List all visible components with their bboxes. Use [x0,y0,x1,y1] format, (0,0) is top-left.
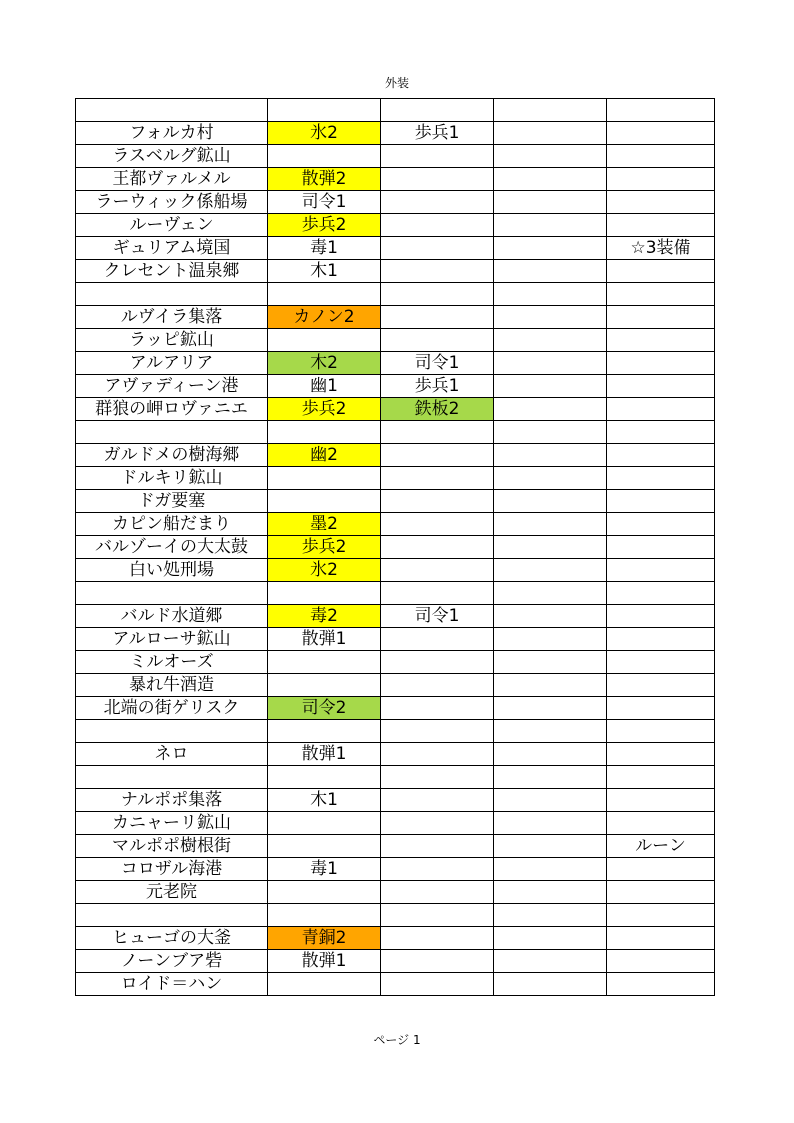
material-cell[interactable] [494,306,607,329]
material-cell[interactable] [381,145,494,168]
note-cell[interactable]: ☆3装備 [607,237,715,260]
material-cell[interactable]: カノン2 [268,306,381,329]
material-cell[interactable]: 司令2 [268,697,381,720]
material-cell[interactable] [381,904,494,927]
material-cell[interactable] [381,513,494,536]
material-cell[interactable] [494,513,607,536]
material-cell[interactable] [381,444,494,467]
material-cell[interactable] [494,766,607,789]
note-cell[interactable] [607,306,715,329]
location-cell[interactable]: ネロ [76,743,268,766]
location-cell[interactable]: アルローサ鉱山 [76,628,268,651]
location-cell[interactable]: アルアリア [76,352,268,375]
note-cell[interactable] [607,536,715,559]
material-cell[interactable] [494,444,607,467]
table-row [76,398,715,421]
material-cell[interactable] [381,628,494,651]
material-cell[interactable]: 歩兵1 [381,375,494,398]
table-row [76,582,715,605]
material-cell[interactable] [381,927,494,950]
material-cell[interactable] [381,651,494,674]
material-cell[interactable] [381,812,494,835]
material-cell[interactable] [494,605,607,628]
material-cell[interactable] [494,559,607,582]
table-row [76,513,715,536]
location-cell[interactable]: ドルキリ鉱山 [76,467,268,490]
location-cell[interactable]: クレセント温泉郷 [76,260,268,283]
table-row [76,835,715,858]
material-cell[interactable]: 司令1 [381,605,494,628]
material-cell[interactable] [268,835,381,858]
material-cell[interactable] [494,168,607,191]
note-cell[interactable] [607,766,715,789]
material-cell[interactable] [494,904,607,927]
material-cell[interactable] [494,421,607,444]
material-cell[interactable] [381,858,494,881]
material-cell[interactable] [381,214,494,237]
location-cell[interactable]: マルポポ樹根街 [76,835,268,858]
note-cell[interactable] [607,421,715,444]
material-cell[interactable]: 歩兵1 [381,122,494,145]
table-row [76,191,715,214]
location-cell[interactable] [76,421,268,444]
table-row [76,145,715,168]
material-cell[interactable] [494,398,607,421]
material-cell[interactable] [494,628,607,651]
location-cell[interactable]: バルド水道郷 [76,605,268,628]
location-cell[interactable]: ラスベルグ鉱山 [76,145,268,168]
location-cell[interactable]: コロザル海港 [76,858,268,881]
material-cell[interactable] [381,329,494,352]
note-cell[interactable] [607,467,715,490]
note-cell[interactable] [607,674,715,697]
material-cell[interactable] [494,214,607,237]
table-row [76,352,715,375]
note-cell[interactable] [607,191,715,214]
material-cell[interactable] [381,881,494,904]
table-row [76,490,715,513]
material-cell[interactable]: 木2 [268,352,381,375]
material-cell[interactable] [381,582,494,605]
note-cell[interactable] [607,950,715,973]
material-cell[interactable] [268,766,381,789]
material-cell[interactable] [494,260,607,283]
material-cell[interactable]: 毒1 [268,237,381,260]
material-cell[interactable] [268,421,381,444]
table-row [76,375,715,398]
material-cell[interactable] [494,674,607,697]
material-cell[interactable] [494,950,607,973]
material-cell[interactable] [381,99,494,122]
material-cell[interactable] [268,651,381,674]
material-cell[interactable]: 司令1 [381,352,494,375]
table-row [76,536,715,559]
note-cell[interactable] [607,605,715,628]
material-cell[interactable] [494,927,607,950]
location-cell[interactable]: ノーンブア砦 [76,950,268,973]
material-cell[interactable] [381,421,494,444]
material-cell[interactable] [494,720,607,743]
material-cell[interactable] [268,99,381,122]
location-cell[interactable]: カピン船だまり [76,513,268,536]
table-row [76,674,715,697]
location-cell[interactable] [76,283,268,306]
material-cell[interactable] [268,145,381,168]
location-cell[interactable]: カニャーリ鉱山 [76,812,268,835]
material-cell[interactable]: 氷2 [268,122,381,145]
note-cell[interactable] [607,858,715,881]
note-cell[interactable] [607,743,715,766]
location-cell[interactable]: ルヴイラ集落 [76,306,268,329]
table-row [76,858,715,881]
material-cell[interactable] [268,720,381,743]
material-cell[interactable] [494,536,607,559]
table-row [76,697,715,720]
material-cell[interactable] [268,904,381,927]
material-cell[interactable]: 毒2 [268,605,381,628]
location-cell[interactable] [76,720,268,743]
material-cell[interactable]: 散弾2 [268,168,381,191]
material-cell[interactable] [494,375,607,398]
material-cell[interactable] [381,674,494,697]
material-cell[interactable] [381,536,494,559]
material-cell[interactable]: 幽1 [268,375,381,398]
table-row [76,881,715,904]
material-cell[interactable] [494,881,607,904]
material-cell[interactable]: 木1 [268,260,381,283]
table-row [76,950,715,973]
table-row [76,605,715,628]
table-row [76,789,715,812]
material-cell[interactable] [381,260,494,283]
material-cell[interactable]: 鉄板2 [381,398,494,421]
location-cell[interactable]: ラーウィック係船場 [76,191,268,214]
material-cell[interactable] [268,881,381,904]
material-cell[interactable] [268,329,381,352]
location-cell[interactable]: 白い処刑場 [76,559,268,582]
material-cell[interactable]: 氷2 [268,559,381,582]
table-row [76,260,715,283]
location-cell[interactable]: 暴れ牛酒造 [76,674,268,697]
material-cell[interactable]: 毒1 [268,858,381,881]
note-cell[interactable] [607,214,715,237]
location-cell[interactable]: ロイド＝ハン [76,973,268,996]
material-cell[interactable] [494,352,607,375]
material-cell[interactable] [268,582,381,605]
material-cell[interactable] [494,651,607,674]
note-cell[interactable] [607,651,715,674]
location-cell[interactable]: 北端の街ゲリスク [76,697,268,720]
note-cell[interactable] [607,145,715,168]
material-cell[interactable]: 散弾1 [268,950,381,973]
material-cell[interactable] [381,973,494,996]
material-cell[interactable] [494,329,607,352]
material-cell[interactable] [494,191,607,214]
material-cell[interactable]: 木1 [268,789,381,812]
material-cell[interactable] [494,812,607,835]
material-cell[interactable] [381,490,494,513]
material-cell[interactable] [381,743,494,766]
material-cell[interactable] [381,789,494,812]
note-cell[interactable] [607,375,715,398]
material-cell[interactable]: 幽2 [268,444,381,467]
location-cell[interactable]: ガルドメの樹海郷 [76,444,268,467]
material-cell[interactable]: 青銅2 [268,927,381,950]
note-cell[interactable] [607,628,715,651]
table-row [76,559,715,582]
table-row [76,99,715,122]
material-cell[interactable] [494,122,607,145]
location-cell[interactable]: ヒューゴの大釜 [76,927,268,950]
note-cell[interactable] [607,398,715,421]
note-cell[interactable] [607,329,715,352]
material-cell[interactable] [494,237,607,260]
note-cell[interactable] [607,881,715,904]
material-cell[interactable]: 墨2 [268,513,381,536]
material-cell[interactable]: 歩兵2 [268,214,381,237]
material-cell[interactable]: 散弾1 [268,628,381,651]
location-cell[interactable]: ギュリアム境国 [76,237,268,260]
material-cell[interactable] [381,283,494,306]
location-cell[interactable]: 群狼の岬ロヴァニエ [76,398,268,421]
table-row [76,467,715,490]
material-cell[interactable] [494,99,607,122]
material-cell[interactable] [381,559,494,582]
location-cell[interactable] [76,99,268,122]
note-cell[interactable] [607,352,715,375]
table-row [76,329,715,352]
location-cell[interactable]: ラッピ鉱山 [76,329,268,352]
location-cell[interactable] [76,904,268,927]
location-cell[interactable]: バルゾーイの大太鼓 [76,536,268,559]
material-cell[interactable] [268,283,381,306]
note-cell[interactable] [607,720,715,743]
material-cell[interactable] [381,306,494,329]
table-row [76,720,715,743]
material-cell[interactable] [494,283,607,306]
location-cell[interactable] [76,582,268,605]
table-row [76,214,715,237]
table-row [76,628,715,651]
material-cell[interactable] [381,191,494,214]
note-cell[interactable]: ルーン [607,835,715,858]
note-cell[interactable] [607,559,715,582]
material-cell[interactable] [494,582,607,605]
note-cell[interactable] [607,697,715,720]
location-cell[interactable]: フォルカ村 [76,122,268,145]
material-cell[interactable] [494,743,607,766]
material-cell[interactable] [381,720,494,743]
table-row [76,766,715,789]
material-cell[interactable]: 歩兵2 [268,398,381,421]
table-row [76,444,715,467]
table-row [76,421,715,444]
table-row [76,904,715,927]
note-cell[interactable] [607,812,715,835]
note-cell[interactable] [607,122,715,145]
table-row [76,743,715,766]
material-cell[interactable] [268,674,381,697]
note-cell[interactable] [607,260,715,283]
note-cell[interactable] [607,904,715,927]
material-cell[interactable] [268,812,381,835]
table-row [76,168,715,191]
material-cell[interactable] [381,950,494,973]
material-cell[interactable] [381,766,494,789]
spreadsheet-table [75,98,715,996]
material-cell[interactable] [494,835,607,858]
table-row [76,237,715,260]
material-cell[interactable] [268,490,381,513]
note-cell[interactable] [607,927,715,950]
note-cell[interactable] [607,789,715,812]
material-cell[interactable] [381,237,494,260]
location-cell[interactable]: 元老院 [76,881,268,904]
note-cell[interactable] [607,168,715,191]
material-cell[interactable] [381,467,494,490]
material-cell[interactable] [268,467,381,490]
material-cell[interactable] [381,835,494,858]
material-cell[interactable] [494,467,607,490]
material-cell[interactable] [494,697,607,720]
table-body [76,99,715,996]
note-cell[interactable] [607,444,715,467]
material-cell[interactable] [268,973,381,996]
table-row [76,651,715,674]
location-cell[interactable]: 王都ヴァルメル [76,168,268,191]
material-cell[interactable]: 歩兵2 [268,536,381,559]
note-cell[interactable] [607,283,715,306]
location-cell[interactable]: ルーヴェン [76,214,268,237]
note-cell[interactable] [607,99,715,122]
material-cell[interactable]: 司令1 [268,191,381,214]
material-cell[interactable] [494,490,607,513]
table-row [76,812,715,835]
location-cell[interactable]: ナルポポ集落 [76,789,268,812]
table-row [76,306,715,329]
page-header-title: 外装 [384,76,409,90]
page-footer-number: ページ 1 [373,1033,421,1047]
location-cell[interactable]: アヴァディーン港 [76,375,268,398]
table-row [76,283,715,306]
material-cell[interactable] [494,858,607,881]
material-cell[interactable] [381,697,494,720]
location-cell[interactable]: ドガ要塞 [76,490,268,513]
material-cell[interactable] [494,789,607,812]
note-cell[interactable] [607,513,715,536]
material-cell[interactable] [494,973,607,996]
material-cell[interactable]: 散弾1 [268,743,381,766]
table-row [76,973,715,996]
note-cell[interactable] [607,490,715,513]
material-cell[interactable] [381,168,494,191]
location-cell[interactable] [76,766,268,789]
material-cell[interactable] [494,145,607,168]
table-row [76,927,715,950]
note-cell[interactable] [607,582,715,605]
note-cell[interactable] [607,973,715,996]
table-row [76,122,715,145]
location-cell[interactable]: ミルオーズ [76,651,268,674]
